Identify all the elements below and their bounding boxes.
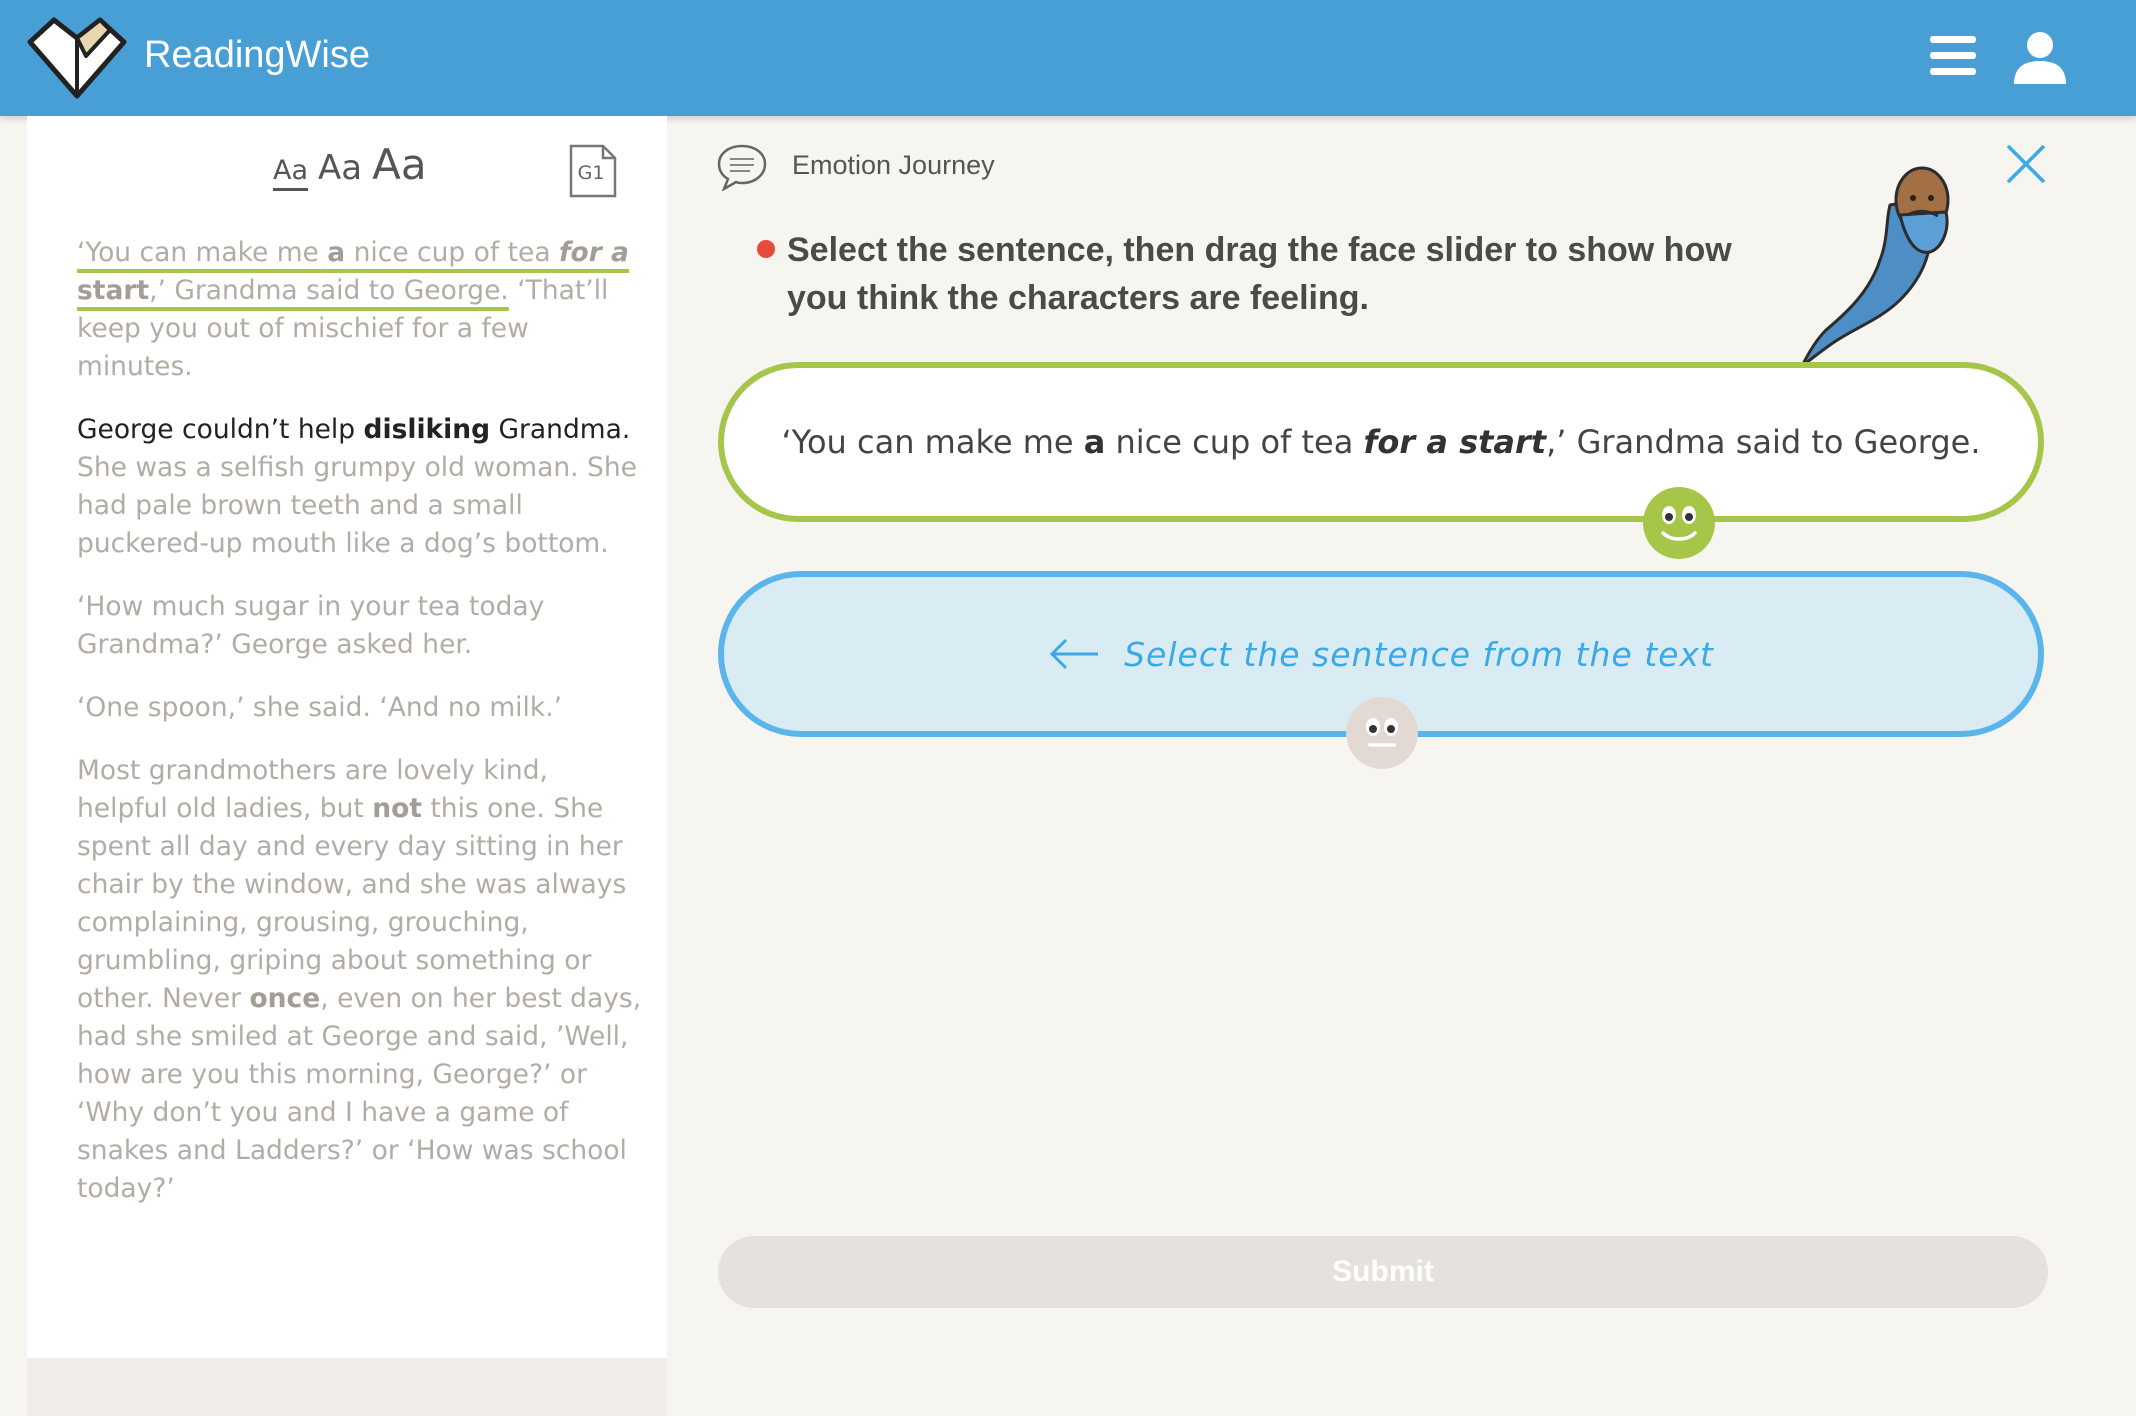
close-icon[interactable] [2004,142,2048,186]
neutral-face-slider-icon[interactable] [1346,697,1418,769]
hamburger-menu-icon[interactable] [1930,36,1976,76]
reader-footer [27,1358,667,1416]
app-header [0,0,2136,116]
story-paragraph-4[interactable]: ‘One spoon,’ she said. ‘And no milk.’ [77,692,563,723]
app-title: ReadingWise [144,34,370,76]
heart-book-logo[interactable] [24,16,130,100]
story-paragraph-2[interactable]: George couldn’t help disliking Grandma. She was a selfish grumpy old woman. She had pale brown teeth and a small puckered-up mouth like a dog’s bottom. [77,414,637,559]
document-icon[interactable] [569,144,617,198]
happy-face-slider-icon[interactable] [1643,487,1715,559]
font-size-selector [273,140,427,191]
submit-button[interactable]: Submit [718,1236,2048,1308]
reading-panel [27,116,667,1358]
user-icon[interactable] [2012,30,2068,86]
story-text [77,234,647,1233]
font-size-medium-button[interactable]: Aa [318,148,363,188]
instruction-text: Select the sentence, then drag the face slider to show how you think the characters are feeling. [787,231,1732,317]
document-label: G1 [577,162,605,184]
font-size-small-button[interactable]: Aa [273,155,308,191]
story-paragraph-5[interactable]: Most grandmothers are lovely kind, helpful old ladies, but not this one. She spent all day and every day sitting in her chair by the window, and she was always complaining, grousing, grouching, grumbling, griping about something or other. Never once, even on her best days, had she smiled at George and said, ’Well, how are you this morning, George?’ or ‘Why don’t you and I have a game of snakes and Ladders?’ or ‘How was school today?’ [77,755,642,1204]
story-paragraph-1[interactable]: ‘You can make me a nice cup of tea for a start,’ Grandma said to George. ‘That’ll keep you out of mischief for a few minutes. [77,237,629,382]
speech-bubble-icon [716,143,768,191]
font-size-large-button[interactable]: Aa [372,140,427,189]
instruction-dot-icon [757,240,775,258]
selected-sentence: ‘You can make me a nice cup of tea for a start,’ Grandma said to George. [781,423,1981,461]
genie-mascot-icon [1790,160,1970,370]
selected-sentence-card[interactable] [718,362,2044,522]
story-paragraph-3[interactable]: ‘How much sugar in your tea today Grandma?’ George asked her. [77,591,545,660]
activity-title: Emotion Journey [792,150,995,180]
select-sentence-prompt: Select the sentence from the text [1124,634,1714,674]
arrow-left-icon [1048,636,1100,672]
